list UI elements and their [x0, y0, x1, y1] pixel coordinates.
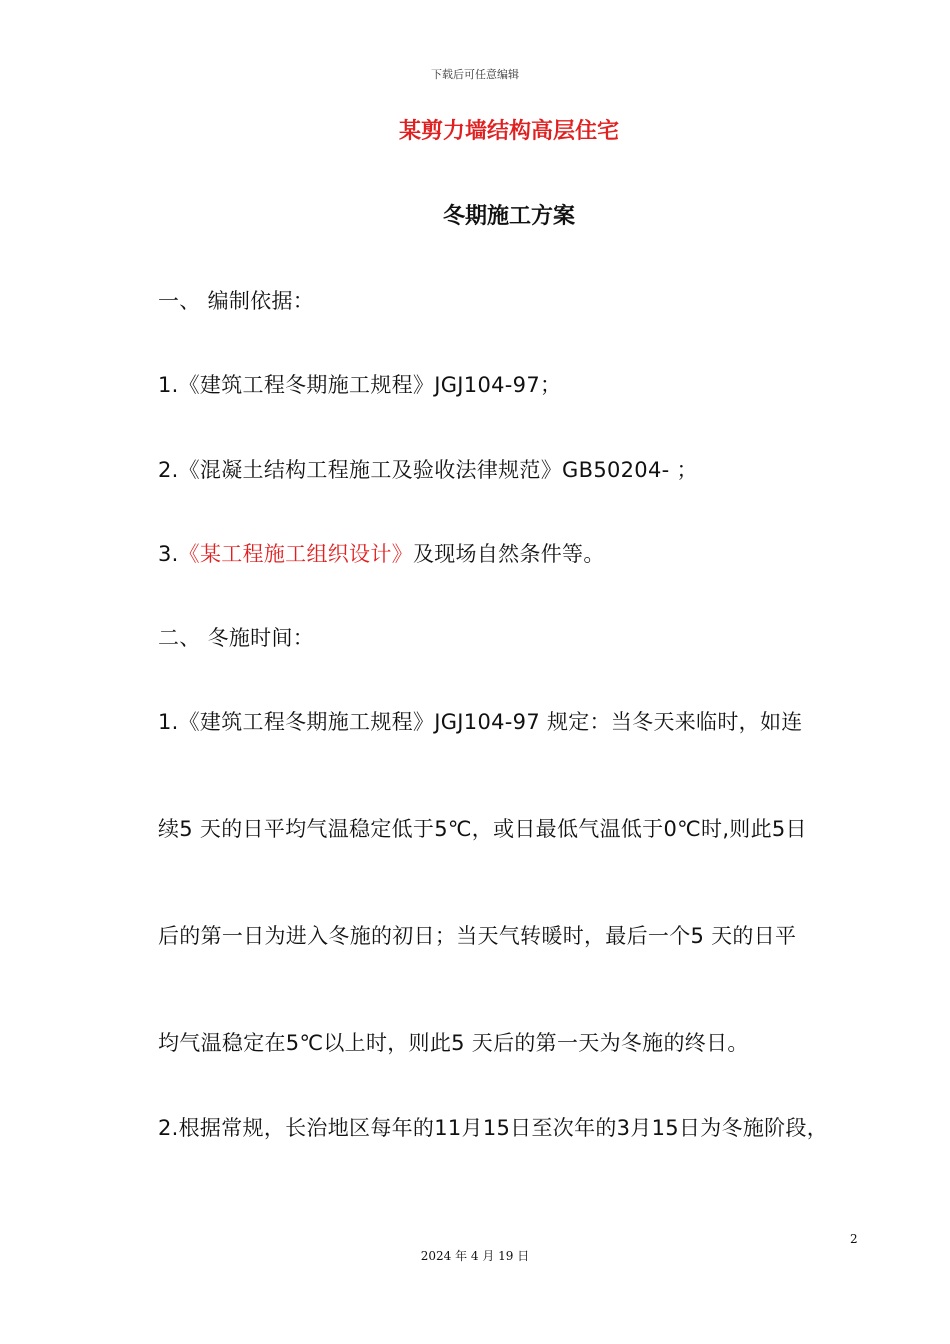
- document-subtitle: 冬期施工方案: [442, 204, 575, 229]
- section1-item-1: 1.《建筑工程冬期施工规程》JGJ104-97；: [158, 373, 562, 397]
- section2-line-5: 2.根据常规，长治地区每年的11月15日至次年的3月15日为冬施阶段，: [158, 1116, 829, 1140]
- section2-line-4: 均气温稳定在5℃以上时，则此5 天后的第一天为冬施的终日。: [158, 1031, 749, 1055]
- section1-item-2: 2.《混凝土结构工程施工及验收法律规范》GB50204- ；: [158, 458, 698, 482]
- document-title: 某剪力墙结构高层住宅: [398, 119, 619, 144]
- section2-heading: 二、 冬施时间：: [158, 626, 315, 650]
- section2-line-1: 1.《建筑工程冬期施工规程》JGJ104-97 规定：当冬天来临时，如连: [158, 710, 803, 734]
- section1-item-3: [158, 538, 605, 568]
- item3-prefix: 3.: [158, 542, 179, 566]
- footer-date: 2024 年 4 月 19 日: [420, 1249, 530, 1263]
- section2-line-3: 后的第一日为进入冬施的初日；当天气转暖时，最后一个5 天的日平: [158, 924, 797, 948]
- section1-heading: 一、 编制依据：: [158, 289, 315, 313]
- item3-red-reference: 《某工程施工组织设计》: [178, 542, 413, 566]
- section2-line-2: 续5 天的日平均气温稳定低于5℃，或日最低气温低于0℃时,则此5日: [158, 817, 807, 841]
- header-note: 下载后可任意编辑: [431, 68, 519, 81]
- item3-suffix: 及现场自然条件等。: [412, 542, 605, 566]
- page-number: 2: [850, 1232, 858, 1246]
